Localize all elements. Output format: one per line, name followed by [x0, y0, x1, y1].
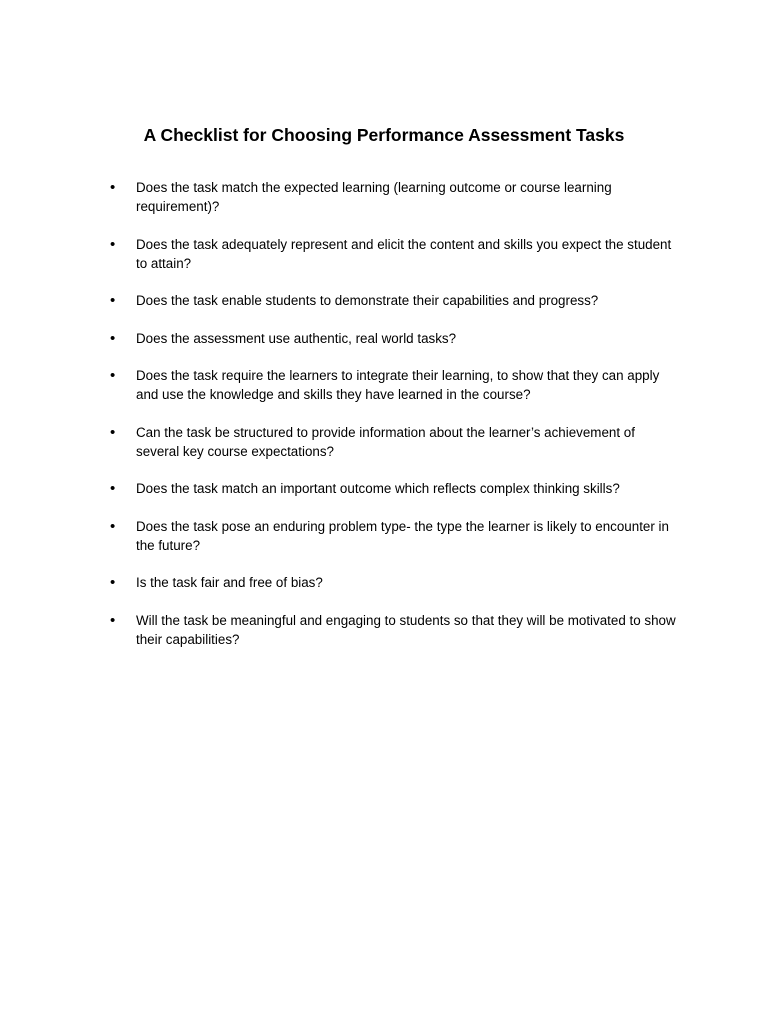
checklist-item [110, 366, 680, 404]
checklist-item [110, 178, 680, 216]
bullet-icon: • [110, 611, 116, 629]
checklist-item-text: Does the task pose an enduring problem type- the type the learner is likely to encounter in the future? [136, 518, 669, 553]
checklist-item [110, 291, 680, 310]
checklist-item [110, 235, 680, 273]
checklist-item-text: Does the task enable students to demonstrate their capabilities and progress? [136, 293, 599, 308]
checklist-item-text: Does the task require the learners to integrate their learning, to show that they can apply and use the knowledge and skills they have learned in the course? [136, 368, 660, 402]
bullet-icon: • [110, 517, 116, 535]
checklist-item [110, 517, 680, 555]
bullet-icon: • [110, 480, 116, 497]
checklist-item-text: Does the assessment use authentic, real world tasks? [136, 330, 457, 346]
checklist-item-text: Will the task be meaningful and engaging to students so that they will be motivated to show their capabilities? [136, 612, 676, 647]
bullet-icon: • [110, 179, 116, 196]
bullet-icon: • [110, 423, 116, 441]
checklist-item-text: Does the task match the expected learning (learning outcome or course learning requirement)? [136, 180, 612, 214]
checklist-item-text: Does the task match an important outcome which reflects complex thinking skills? [136, 481, 620, 496]
bullet-icon: • [110, 235, 116, 253]
document-title: A Checklist for Choosing Performance Assessment Tasks [143, 125, 625, 145]
checklist [110, 178, 680, 667]
checklist-item [110, 573, 680, 592]
checklist-item [110, 611, 680, 649]
checklist-item [110, 329, 680, 348]
checklist-item [110, 423, 680, 461]
bullet-icon: • [110, 574, 116, 591]
checklist-item-text: Does the task adequately represent and elicit the content and skills you expect the student to attain? [136, 236, 672, 271]
bullet-icon: • [110, 367, 116, 384]
bullet-icon: • [110, 329, 116, 347]
bullet-icon: • [110, 292, 116, 309]
checklist-item-text: Is the task fair and free of bias? [136, 575, 323, 590]
checklist-item-text: Can the task be structured to provide information about the learner’s achievement of several key course expectations? [136, 424, 635, 459]
checklist-item [110, 479, 680, 498]
